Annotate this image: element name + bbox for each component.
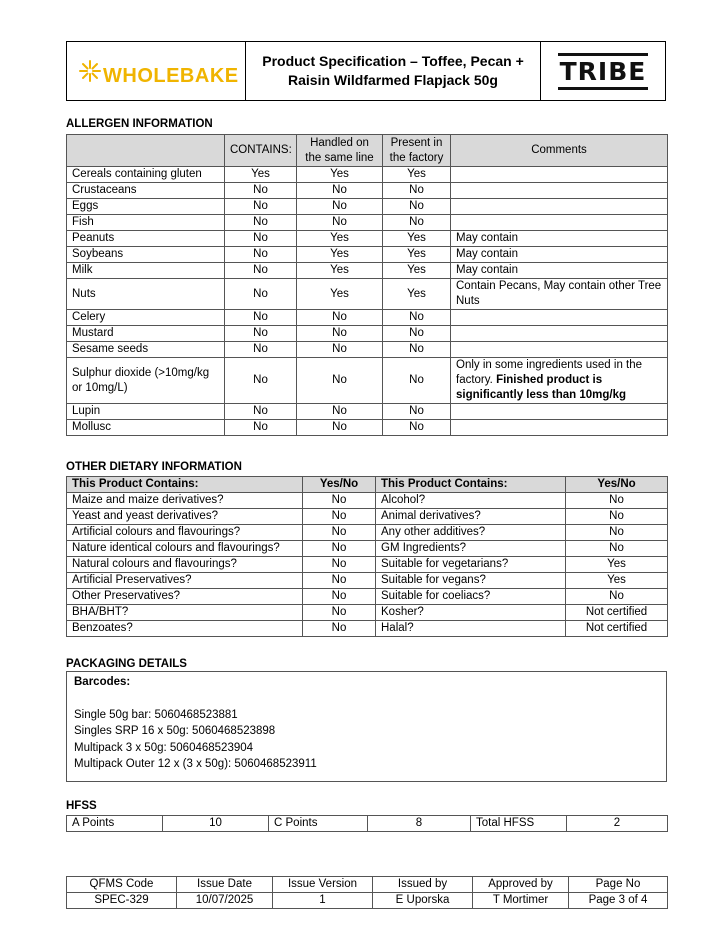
allergen-comment-text: May contain — [456, 232, 519, 244]
allergen-comment — [451, 279, 668, 310]
wholebake-logo-text: WHOLEBAKE — [103, 64, 239, 87]
dietary-row — [67, 589, 668, 605]
allergen-row — [67, 199, 668, 215]
allergen-same-line — [297, 420, 383, 436]
allergen-row — [67, 167, 668, 183]
allergen-comment — [451, 358, 668, 404]
allergen-contains — [225, 420, 297, 436]
allergen-same-line-text: Yes — [330, 248, 349, 260]
allergen-comment — [451, 342, 668, 358]
allergen-in-factory — [383, 167, 451, 183]
dietary-row — [67, 621, 668, 637]
dietary-row — [67, 525, 668, 541]
barcodes-label: Barcodes: — [74, 676, 131, 688]
dietary-answer-1: No — [303, 573, 376, 589]
barcode-line: Single 50g bar: 5060468523881 — [74, 708, 238, 721]
allergen-name-text: Crustaceans — [72, 184, 137, 196]
allergen-in-factory — [383, 404, 451, 420]
allergen-same-line — [297, 199, 383, 215]
allergen-same-line — [297, 358, 383, 404]
allergen-same-line — [297, 183, 383, 199]
dietary-col-yesno-1: Yes/No — [303, 477, 376, 493]
allergen-name-text: Nuts — [72, 287, 96, 300]
allergen-comment-text: May contain — [456, 264, 519, 276]
footer-col-issue-version: Issue Version — [273, 877, 373, 893]
allergen-contains — [225, 183, 297, 199]
hfss-a-points-value: 10 — [163, 816, 269, 832]
allergen-same-line-text: Yes — [330, 232, 349, 244]
allergen-name — [67, 167, 225, 183]
dietary-col-yesno-2: Yes/No — [566, 477, 668, 493]
dietary-question-1: Other Preservatives? — [67, 589, 303, 605]
allergen-name — [67, 326, 225, 342]
allergen-in-factory-text: No — [409, 311, 424, 323]
allergen-comment — [451, 199, 668, 215]
dietary-question-1: Yeast and yeast derivatives? — [67, 509, 303, 525]
dietary-answer-1: No — [303, 605, 376, 621]
allergen-comment — [451, 404, 668, 420]
allergen-contains — [225, 167, 297, 183]
allergen-comment — [451, 310, 668, 326]
allergen-in-factory — [383, 310, 451, 326]
allergen-row — [67, 326, 668, 342]
allergen-same-line — [297, 215, 383, 231]
dietary-answer-2: Not certified — [566, 605, 668, 621]
dietary-col-contains-1: This Product Contains: — [67, 477, 303, 493]
allergen-name-text: Milk — [72, 264, 93, 276]
allergen-col-comments: Comments — [451, 135, 668, 167]
allergen-contains-text: No — [253, 248, 268, 260]
dietary-question-2: Animal derivatives? — [376, 509, 566, 525]
allergen-name — [67, 310, 225, 326]
allergen-comment — [451, 231, 668, 247]
allergen-in-factory-text: No — [409, 374, 424, 386]
dietary-answer-1: No — [303, 493, 376, 509]
allergen-in-factory — [383, 420, 451, 436]
hfss-table — [66, 815, 668, 832]
dietary-answer-1: No — [303, 589, 376, 605]
allergen-in-factory — [383, 263, 451, 279]
footer-issued-by: E Uporska — [373, 893, 473, 909]
allergen-section-title: ALLERGEN INFORMATION — [66, 118, 213, 130]
dietary-question-2: GM Ingredients? — [376, 541, 566, 557]
allergen-contains-text: No — [253, 200, 268, 212]
allergen-contains-text: No — [253, 287, 268, 300]
allergen-row — [67, 404, 668, 420]
partner-logo-cell — [541, 42, 665, 100]
allergen-name — [67, 263, 225, 279]
dietary-answer-2: No — [566, 541, 668, 557]
dietary-row — [67, 573, 668, 589]
allergen-name — [67, 279, 225, 310]
allergen-same-line-text: Yes — [330, 287, 349, 300]
allergen-in-factory-text: Yes — [407, 264, 426, 276]
allergen-in-factory-text: No — [409, 343, 424, 355]
hfss-a-points-label: A Points — [67, 816, 163, 832]
allergen-in-factory-text: Yes — [407, 168, 426, 180]
allergen-col-name — [67, 135, 225, 167]
allergen-in-factory-text: No — [409, 216, 424, 228]
allergen-contains-text: No — [253, 327, 268, 339]
allergen-contains — [225, 215, 297, 231]
allergen-name-text: Sulphur dioxide (>10mg/kg or 10mg/L) — [72, 366, 210, 394]
allergen-comment — [451, 247, 668, 263]
allergen-row — [67, 263, 668, 279]
allergen-in-factory — [383, 326, 451, 342]
allergen-comment-text: Contain Pecans, May contain other Tree Nuts — [456, 280, 662, 307]
allergen-in-factory — [383, 215, 451, 231]
allergen-same-line-text: No — [332, 405, 347, 417]
barcode-line: Multipack 3 x 50g: 5060468523904 — [74, 741, 254, 754]
allergen-in-factory-text: No — [409, 184, 424, 196]
allergen-row — [67, 279, 668, 310]
allergen-same-line — [297, 326, 383, 342]
allergen-name-text: Fish — [72, 216, 94, 228]
allergen-in-factory — [383, 247, 451, 263]
allergen-col-factory: Present in the factory — [383, 135, 451, 167]
allergen-in-factory — [383, 279, 451, 310]
dietary-question-2: Suitable for vegans? — [376, 573, 566, 589]
allergen-same-line — [297, 404, 383, 420]
allergen-contains — [225, 199, 297, 215]
allergen-contains — [225, 342, 297, 358]
title-line-1: Product Specification – Toffee, Pecan + — [262, 53, 524, 69]
footer-issue-version: 1 — [273, 893, 373, 909]
allergen-comment — [451, 420, 668, 436]
allergen-comment-emphasis: Finished product is significantly less than 10mg/kg — [456, 374, 626, 401]
allergen-same-line-text: Yes — [330, 168, 349, 180]
allergen-contains-text: No — [253, 184, 268, 196]
dietary-col-contains-2: This Product Contains: — [376, 477, 566, 493]
dietary-header-row — [67, 477, 668, 493]
allergen-row — [67, 342, 668, 358]
footer-col-approved-by: Approved by — [473, 877, 569, 893]
hfss-c-points-label: C Points — [269, 816, 368, 832]
allergen-in-factory — [383, 199, 451, 215]
allergen-in-factory-text: No — [409, 405, 424, 417]
dietary-question-2: Any other additives? — [376, 525, 566, 541]
hfss-section-title: HFSS — [66, 800, 97, 812]
dietary-answer-1: No — [303, 541, 376, 557]
allergen-same-line-text: No — [332, 421, 347, 433]
allergen-name — [67, 183, 225, 199]
allergen-row — [67, 420, 668, 436]
dietary-question-1: Nature identical colours and flavourings? — [67, 541, 303, 557]
allergen-table — [66, 134, 668, 436]
allergen-row — [67, 183, 668, 199]
allergen-comment-text: May contain — [456, 248, 519, 260]
allergen-name-text: Soybeans — [72, 248, 124, 260]
dietary-question-1: Artificial colours and flavourings? — [67, 525, 303, 541]
allergen-name — [67, 199, 225, 215]
allergen-in-factory-text: Yes — [407, 287, 426, 300]
allergen-row — [67, 358, 668, 404]
allergen-same-line-text: No — [332, 311, 347, 323]
dietary-row — [67, 493, 668, 509]
dietary-answer-1: No — [303, 621, 376, 637]
allergen-in-factory — [383, 231, 451, 247]
footer-header-row — [67, 877, 668, 893]
dietary-row — [67, 557, 668, 573]
dietary-table — [66, 476, 668, 637]
dietary-question-1: BHA/BHT? — [67, 605, 303, 621]
dietary-answer-2: Yes — [566, 557, 668, 573]
allergen-contains — [225, 231, 297, 247]
allergen-comment-text: Only in some ingredients used in the factory. — [456, 359, 643, 386]
allergen-contains-text: No — [253, 264, 268, 276]
footer-value-row — [67, 893, 668, 909]
allergen-in-factory-text: No — [409, 200, 424, 212]
hfss-total-label: Total HFSS — [471, 816, 567, 832]
dietary-answer-1: No — [303, 557, 376, 573]
footer-qfms-code: SPEC-329 — [67, 893, 177, 909]
allergen-header-row — [67, 135, 668, 167]
allergen-in-factory-text: Yes — [407, 232, 426, 244]
allergen-contains-text: No — [253, 421, 268, 433]
allergen-name — [67, 247, 225, 263]
allergen-comment — [451, 263, 668, 279]
allergen-same-line — [297, 247, 383, 263]
allergen-same-line-text: No — [332, 216, 347, 228]
allergen-same-line — [297, 263, 383, 279]
barcode-line: Singles SRP 16 x 50g: 5060468523898 — [74, 725, 276, 737]
allergen-same-line-text: No — [332, 327, 347, 339]
allergen-name-text: Lupin — [72, 405, 101, 417]
allergen-col-line: Handled on the same line — [297, 135, 383, 167]
allergen-name-text: Mustard — [72, 327, 114, 339]
allergen-contains-text: No — [253, 343, 268, 355]
allergen-contains-text: Yes — [251, 168, 270, 180]
allergen-name — [67, 342, 225, 358]
allergen-in-factory — [383, 358, 451, 404]
dietary-question-2: Halal? — [376, 621, 566, 637]
allergen-contains-text: No — [253, 405, 268, 417]
allergen-row — [67, 247, 668, 263]
document-control-table — [66, 876, 668, 909]
sunburst-icon — [79, 60, 101, 82]
allergen-row — [67, 215, 668, 231]
title-line-2: Raisin Wildfarmed Flapjack 50g — [288, 72, 498, 88]
allergen-in-factory-text: Yes — [407, 248, 426, 260]
document-header — [66, 41, 666, 101]
dietary-question-2: Alcohol? — [376, 493, 566, 509]
footer-issue-date: 10/07/2025 — [177, 893, 273, 909]
dietary-answer-2: No — [566, 493, 668, 509]
wholebake-logo — [79, 55, 239, 88]
allergen-contains — [225, 358, 297, 404]
hfss-c-points-value: 8 — [368, 816, 471, 832]
allergen-name — [67, 358, 225, 404]
document-title — [246, 42, 541, 100]
dietary-row — [67, 605, 668, 621]
allergen-contains-text: No — [253, 216, 268, 228]
allergen-contains-text: No — [253, 374, 268, 386]
hfss-row — [67, 816, 668, 832]
dietary-question-2: Suitable for vegetarians? — [376, 557, 566, 573]
footer-approved-by: T Mortimer — [473, 893, 569, 909]
dietary-answer-1: No — [303, 525, 376, 541]
packaging-box — [66, 671, 667, 782]
dietary-answer-2: Yes — [566, 573, 668, 589]
allergen-same-line-text: No — [332, 374, 347, 386]
allergen-comment — [451, 215, 668, 231]
allergen-col-contains: CONTAINS: — [225, 135, 297, 167]
allergen-same-line — [297, 231, 383, 247]
dietary-answer-2: No — [566, 525, 668, 541]
allergen-name — [67, 231, 225, 247]
allergen-same-line-text: No — [332, 184, 347, 196]
tribe-logo-text: TRIBE — [559, 56, 647, 86]
allergen-row — [67, 310, 668, 326]
dietary-question-1: Artificial Preservatives? — [67, 573, 303, 589]
brand-logo-cell — [67, 42, 246, 100]
allergen-name — [67, 420, 225, 436]
allergen-name-text: Cereals containing gluten — [72, 168, 202, 180]
allergen-contains — [225, 310, 297, 326]
allergen-same-line — [297, 279, 383, 310]
allergen-same-line-text: No — [332, 200, 347, 212]
allergen-name-text: Peanuts — [72, 232, 115, 244]
allergen-same-line — [297, 310, 383, 326]
tribe-logo — [558, 53, 649, 90]
footer-col-qfms: QFMS Code — [67, 877, 177, 893]
allergen-contains — [225, 263, 297, 279]
packaging-section-title: PACKAGING DETAILS — [66, 658, 187, 670]
dietary-row — [67, 509, 668, 525]
allergen-contains — [225, 404, 297, 420]
allergen-contains-text: No — [253, 232, 268, 244]
dietary-answer-2: Not certified — [566, 621, 668, 637]
allergen-comment — [451, 183, 668, 199]
dietary-answer-2: No — [566, 509, 668, 525]
allergen-name-text: Sesame seeds — [72, 343, 149, 355]
dietary-answer-1: No — [303, 509, 376, 525]
dietary-answer-2: No — [566, 589, 668, 605]
allergen-same-line — [297, 342, 383, 358]
allergen-comment — [451, 326, 668, 342]
allergen-row — [67, 231, 668, 247]
allergen-contains — [225, 326, 297, 342]
allergen-name — [67, 215, 225, 231]
dietary-question-1: Maize and maize derivatives? — [67, 493, 303, 509]
allergen-contains-text: No — [253, 311, 268, 323]
allergen-name — [67, 404, 225, 420]
footer-col-page-no: Page No — [569, 877, 668, 893]
allergen-name-text: Celery — [72, 311, 106, 323]
dietary-question-2: Suitable for coeliacs? — [376, 589, 566, 605]
dietary-question-1: Benzoates? — [67, 621, 303, 637]
allergen-comment — [451, 167, 668, 183]
barcode-line: Multipack Outer 12 x (3 x 50g): 5060468523911 — [74, 758, 317, 770]
allergen-in-factory-text: No — [409, 421, 424, 433]
footer-col-issued-by: Issued by — [373, 877, 473, 893]
allergen-in-factory — [383, 342, 451, 358]
allergen-name-text: Mollusc — [72, 421, 111, 433]
footer-page-no: Page 3 of 4 — [569, 893, 668, 909]
hfss-total-value: 2 — [567, 816, 668, 832]
allergen-same-line-text: Yes — [330, 264, 349, 276]
footer-col-issue-date: Issue Date — [177, 877, 273, 893]
allergen-same-line — [297, 167, 383, 183]
allergen-name-text: Eggs — [72, 200, 99, 212]
dietary-row — [67, 541, 668, 557]
allergen-in-factory-text: No — [409, 327, 424, 339]
dietary-question-2: Kosher? — [376, 605, 566, 621]
allergen-contains — [225, 247, 297, 263]
allergen-in-factory — [383, 183, 451, 199]
allergen-same-line-text: No — [332, 343, 347, 355]
dietary-section-title: OTHER DIETARY INFORMATION — [66, 461, 242, 473]
allergen-contains — [225, 279, 297, 310]
dietary-question-1: Natural colours and flavourings? — [67, 557, 303, 573]
